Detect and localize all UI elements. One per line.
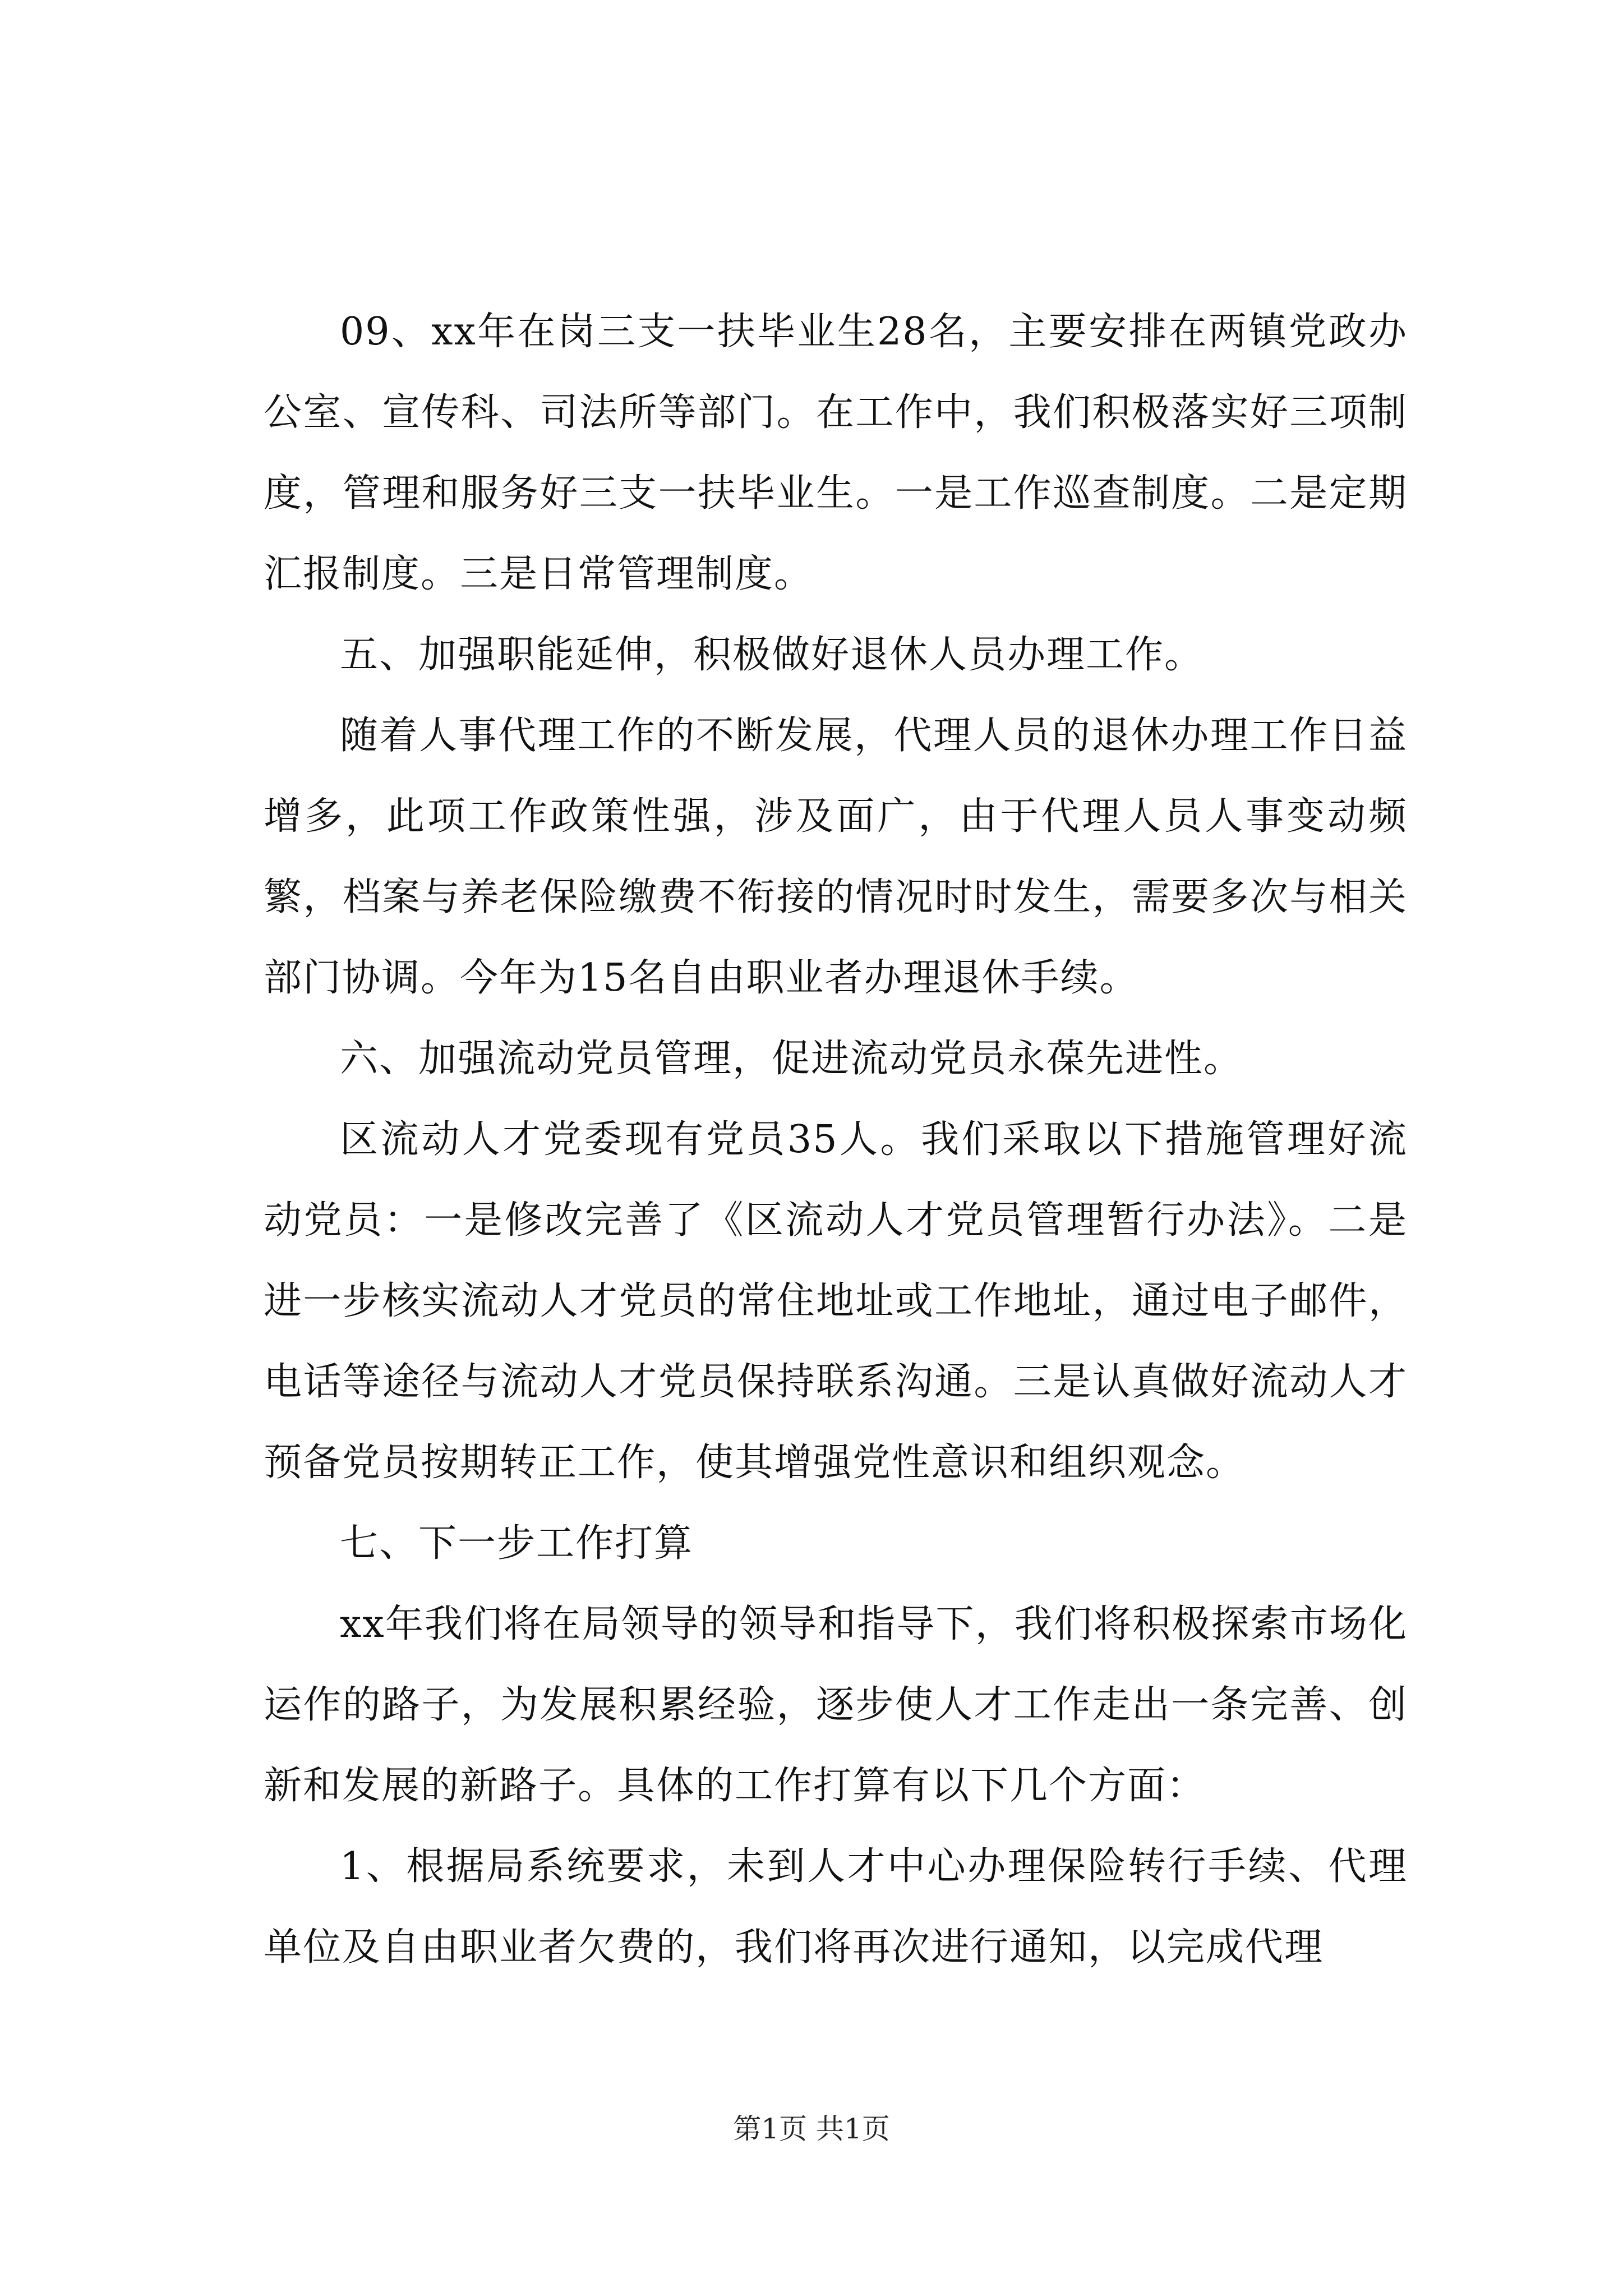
- heading-section-5: 五、加强职能延伸，积极做好退休人员办理工作。: [340, 633, 1204, 677]
- paragraph-1: 09、xx年在岗三支一扶毕业生28名，主要安排在两镇党政办公室、宣传科、司法所等部门。在工作中，我们积极落实好三项制度，管理和服务好三支一扶毕业生。一是工作巡查制度。二是定期汇报制度。三是日常管理制度。: [264, 310, 1408, 596]
- document-body: [264, 292, 1408, 1988]
- paragraph-5: 1、根据局系统要求，未到人才中心办理保险转行手续、代理单位及自由职业者欠费的，我们将再次进行通知，以完成代理: [264, 1844, 1408, 1970]
- heading-section-7: 七、下一步工作打算: [340, 1521, 694, 1566]
- page-footer: 第1页 共1页: [733, 2113, 890, 2145]
- heading-section-6: 六、加强流动党员管理，促进流动党员永葆先进性。: [340, 1037, 1243, 1081]
- paragraph-4: xx年我们将在局领导的领导和指导下，我们将积极探索市场化运作的路子，为发展积累经验，逐步使人才工作走出一条完善、创新和发展的新路子。具体的工作打算有以下几个方面：: [264, 1602, 1408, 1808]
- paragraph-2: 随着人事代理工作的不断发展，代理人员的退休办理工作日益增多，此项工作政策性强，涉及面广，由于代理人员人事变动频繁，档案与养老保险缴费不衔接的情况时时发生，需要多次与相关部门协调。今年为15名自由职业者办理退休手续。: [264, 714, 1408, 1000]
- paragraph-3: 区流动人才党委现有党员35人。我们采取以下措施管理好流动党员：一是修改完善了《区流动人才党员管理暂行办法》。二是进一步核实流动人才党员的常住地址或工作地址，通过电子邮件，电话等途径与流动人才党员保持联系沟通。三是认真做好流动人才预备党员按期转正工作，使其增强党性意识和组织观念。: [264, 1117, 1408, 1485]
